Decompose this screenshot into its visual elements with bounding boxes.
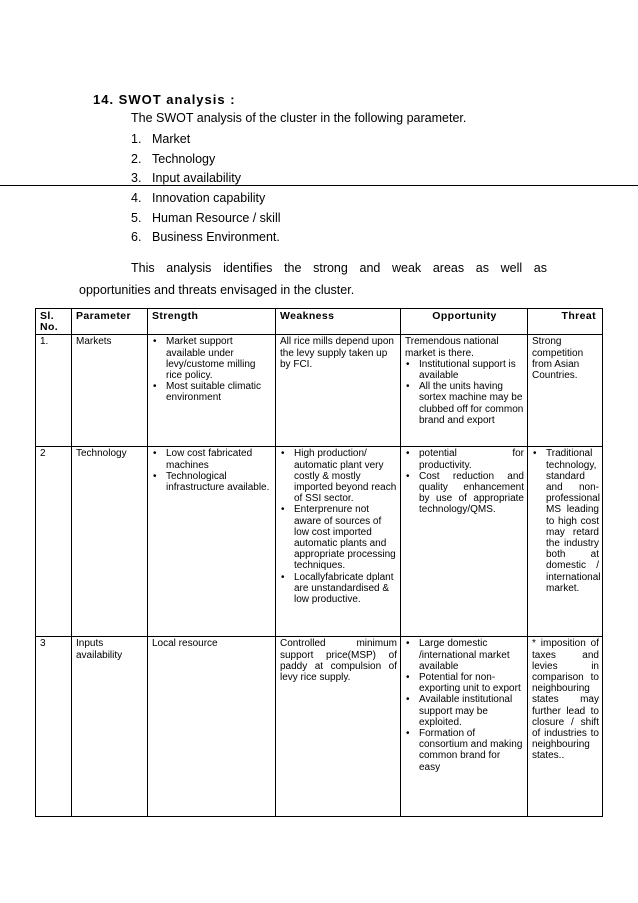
cell-strength: Local resource — [148, 637, 276, 817]
parameter-item: 5. Human Resource / skill — [131, 210, 281, 225]
list-item: • Formation of consortium and making common brand for easy — [405, 728, 524, 773]
section-heading: 14. SWOT analysis : — [93, 92, 236, 107]
cell-strength — [148, 447, 276, 637]
intro-text: The SWOT analysis of the cluster in the following parameter. — [131, 111, 467, 125]
opportunity-text: Tremendous national market is there. — [405, 336, 499, 359]
cell-opportunity — [401, 335, 528, 447]
list-item: • Potential for non-exporting unit to export — [405, 672, 524, 694]
parameter-item: 4. Innovation capability — [131, 191, 266, 206]
swot-table — [35, 308, 603, 817]
cell-threat: * imposition of taxes and levies in comparison to neighbouring states may further lead to closure / shift of industries to neighbouring states.. — [528, 637, 603, 817]
parameter-item: 1. Market — [131, 132, 191, 146]
cell-threat: Strong competition from Asian Countries. — [528, 335, 603, 447]
list-item: • Institutional support is available — [405, 359, 524, 381]
cell-threat — [528, 447, 603, 637]
list-item: • Locallyfabricate dplant are unstandardised & low productive. — [280, 572, 397, 606]
header-sl-no: Sl. No. — [36, 309, 72, 335]
parameter-item: 2. Technology — [131, 151, 216, 166]
parameter-list — [131, 130, 281, 248]
list-item: • Technological infrastructure available. — [152, 471, 272, 493]
cell-sl: 1. — [36, 335, 72, 447]
list-item: • High production/ automatic plant very costly & mostly imported beyond reach of SSI sector. — [280, 448, 397, 504]
cell-sl: 3 — [36, 637, 72, 817]
list-item: • Low cost fabricated machines — [152, 448, 272, 470]
strength-list — [152, 448, 272, 493]
threat-list — [532, 448, 599, 594]
list-item: • Traditional technology, standard and non-professional MS leading to high cost may retard the industry both at domestic / international market. — [532, 448, 599, 594]
header-parameter: Parameter — [72, 309, 148, 335]
cell-strength — [148, 335, 276, 447]
header-strength: Strength — [148, 309, 276, 335]
list-item: • Enterprenure not aware of sources of low cost imported automatic plants and appropriate processing techniques. — [280, 504, 397, 571]
table-header-row — [36, 309, 603, 335]
parameter-item: 6. Business Environment. — [131, 230, 280, 245]
list-item: • Available institutional support may be exploited. — [405, 694, 524, 728]
strength-list — [152, 336, 272, 403]
cell-parameter: Technology — [72, 447, 148, 637]
list-item: • All the units having sortex machine may be clubbed off for common brand and export — [405, 381, 524, 426]
list-item: • Most suitable climatic environment — [152, 381, 272, 403]
analysis-paragraph: This analysis identifies the strong and weak areas as well as opportunities and threats envisaged in the cluster. — [79, 261, 547, 297]
cell-weakness: All rice mills depend upon the levy supply taken up by FCI. — [276, 335, 401, 447]
weakness-list — [280, 448, 397, 605]
parameter-item: 3. Input availability — [131, 171, 241, 186]
cell-opportunity — [401, 447, 528, 637]
page-divider — [0, 185, 638, 186]
header-opportunity: Opportunity — [401, 309, 528, 335]
opportunity-list — [405, 448, 524, 515]
opportunity-list — [405, 359, 524, 426]
cell-sl: 2 — [36, 447, 72, 637]
cell-parameter: Inputs availability — [72, 637, 148, 817]
table-row — [36, 637, 603, 817]
list-item: • Large domestic /international market available — [405, 638, 524, 672]
cell-parameter: Markets — [72, 335, 148, 447]
header-weakness: Weakness — [276, 309, 401, 335]
cell-weakness: Controlled minimum support price(MSP) of paddy at compulsion of levy rice supply. — [276, 637, 401, 817]
list-item: • Market support available under levy/custome milling rice policy. — [152, 336, 272, 381]
list-item: • Cost reduction and quality enhancement by use of appropriate technology/QMS. — [405, 471, 524, 516]
cell-opportunity — [401, 637, 528, 817]
opportunity-list — [405, 638, 524, 772]
table-row — [36, 447, 603, 637]
list-item: • potential for productivity. — [405, 448, 524, 470]
cell-weakness — [276, 447, 401, 637]
table-row — [36, 335, 603, 447]
header-threat: Threat — [528, 309, 603, 335]
